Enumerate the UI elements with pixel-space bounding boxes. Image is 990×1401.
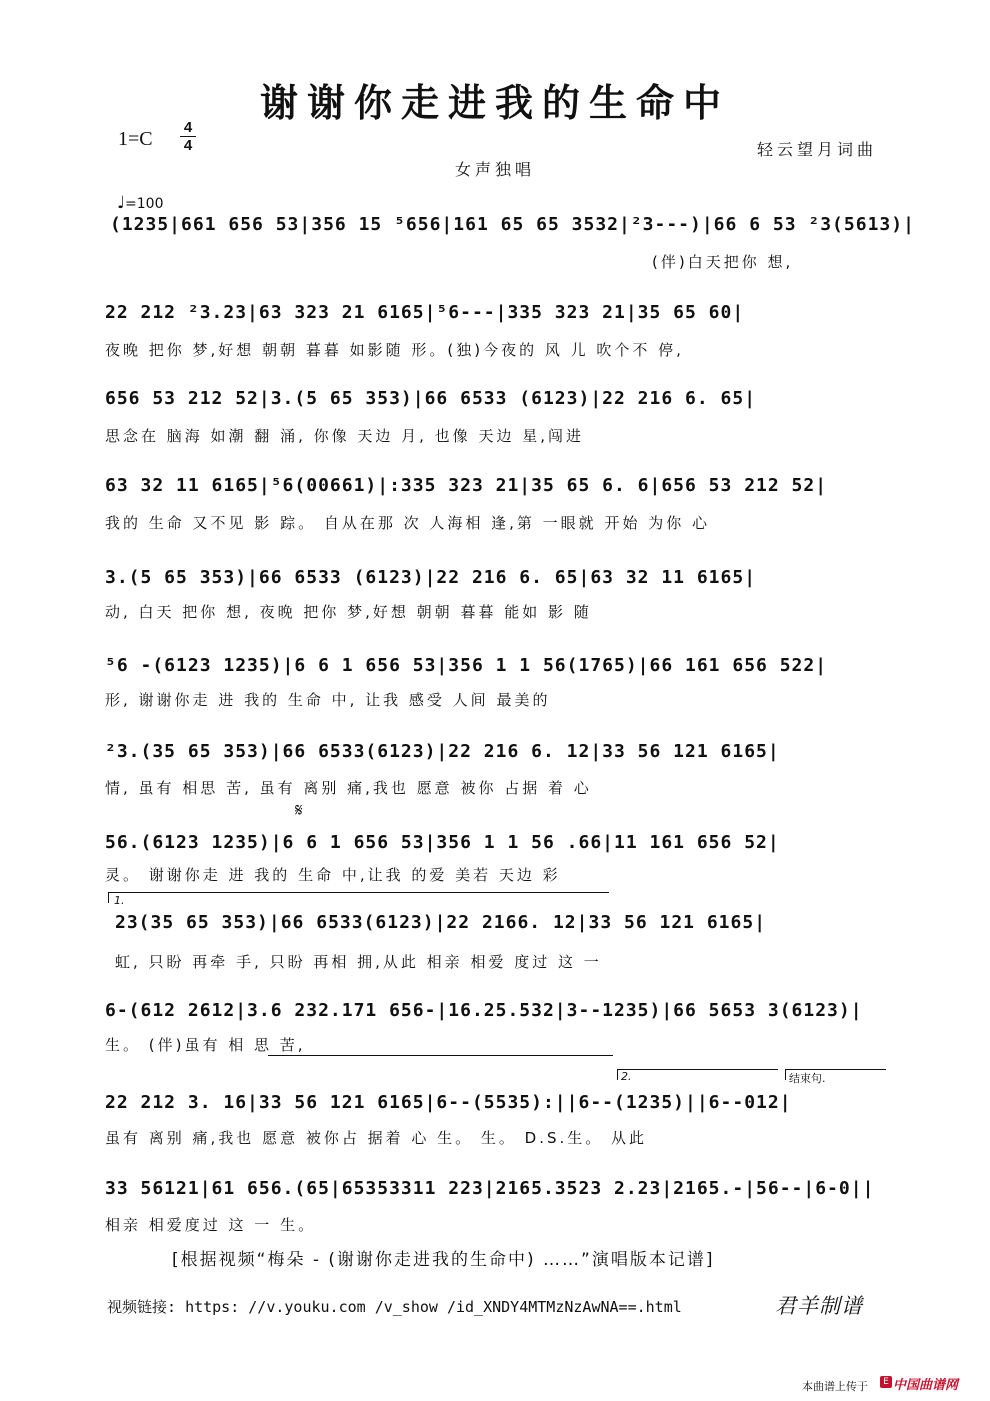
score-row-10-notes: 6-(612 2612|3.6 232.171 656-|16.25.532|3--1235)|66 5653 3(6123)| xyxy=(105,1000,863,1021)
volta-1-bracket xyxy=(108,892,609,903)
score-row-9-lyrics: 虹, 只盼 再牵 手, 只盼 再相 拥,从此 相亲 相爱 度过 这 一 xyxy=(115,953,602,971)
meter-bottom: 4 xyxy=(183,137,193,154)
site-logo[interactable]: 中国曲谱网 xyxy=(893,1378,959,1393)
volta-2-label: 2. xyxy=(621,1070,632,1083)
video-link-row xyxy=(107,1296,682,1317)
score-row-8-notes: 56.(6123 1235)|6 6 1 656 53|356 1 1 56 .66|11 161 656 52| xyxy=(105,832,780,853)
score-row-7-lyrics: 情, 虽有 相思 苦, 虽有 离别 痛,我也 愿意 被你 占据 着 心 xyxy=(105,779,592,797)
score-row-5-notes: 3.(5 65 353)|66 6533 (6123)|22 216 6. 65|63 32 11 6165| xyxy=(105,567,757,588)
transcriber-signature: 君羊制谱 xyxy=(775,1294,863,1318)
tempo-marking xyxy=(117,193,163,213)
source-note: [根据视频“梅朵 - (谢谢你走进我的生命中) ……”演唱版本记谱] xyxy=(172,1250,715,1270)
score-row-6-notes: ⁵6 -(6123 1235)|6 6 1 656 53|356 1 1 56(1765)|66 161 656 522| xyxy=(105,655,828,676)
score-row-2-lyrics: 夜晚 把你 梦,好想 朝朝 暮暮 如影随 形。(独)今夜的 风 儿 吹个不 停, xyxy=(105,341,684,359)
volta-2-bracket xyxy=(617,1069,778,1080)
meter-top: 4 xyxy=(183,119,193,136)
score-row-2-notes: 22 212 ²3.23|63 323 21 6165|⁵6---|335 323 21|35 65 60| xyxy=(105,302,745,323)
score-row-3-notes: 656 53 212 52|3.(5 65 353)|66 6533 (6123)|22 216 6. 65| xyxy=(105,388,757,409)
segno-icon: 𝄋 xyxy=(295,800,303,821)
time-signature xyxy=(180,120,196,153)
quarter-note-icon: ♩ xyxy=(117,193,126,213)
score-row-4-notes: 63 32 11 6165|⁵6(00661)|:335 323 21|35 65 6. 6|656 53 212 52| xyxy=(105,475,828,496)
score-row-10-lyrics: 生。 (伴)虽有 相 思 苦, xyxy=(105,1036,306,1054)
ending-label: 结束句. xyxy=(789,1072,826,1085)
score-row-6-lyrics: 形, 谢谢你走 进 我的 生命 中, 让我 感受 人间 最美的 xyxy=(105,691,551,709)
score-row-11-lyrics: 虽有 离别 痛,我也 愿意 被你占 据着 心 生。 生。 D.S.生。 从此 xyxy=(105,1129,648,1147)
score-row-4-lyrics: 我的 生命 又不见 影 踪。 自从在那 次 人海相 逢,第 一眼就 开始 为你 心 xyxy=(105,514,710,532)
author-credit: 轻云望月词曲 xyxy=(757,140,878,159)
site-logo-icon: E xyxy=(880,1376,892,1388)
score-row-9-notes: 23(35 65 353)|66 6533(6123)|22 2166. 12|33 56 121 6165| xyxy=(115,912,767,933)
volta-bracket-line xyxy=(268,1055,613,1056)
score-row-3-lyrics: 思念在 脑海 如潮 翻 涌, 你像 天边 月, 也像 天边 星,闯进 xyxy=(105,427,584,445)
video-link[interactable]: https: //v.youku.com /v_show /id_XNDY4MTMzNzAwNA==.html xyxy=(185,1298,682,1316)
score-row-1-notes: (1235|661 656 53|356 15 ⁵656|161 65 65 3532|²3---)|66 6 53 ²3(5613)| xyxy=(110,214,915,235)
score-row-7-notes: ²3.(35 65 353)|66 6533(6123)|22 216 6. 12|33 56 121 6165| xyxy=(105,741,780,762)
key-signature: 1=C xyxy=(118,128,153,150)
score-row-5-lyrics: 动, 白天 把你 想, 夜晚 把你 梦,好想 朝朝 暮暮 能如 影 随 xyxy=(105,603,592,621)
score-row-12-notes: 33 56121|61 656.(65|65353311 223|2165.3523 2.23|2165.-|56--|6-0|| xyxy=(105,1178,875,1199)
video-link-label: 视频链接: xyxy=(107,1298,177,1316)
score-row-12-lyrics: 相亲 相爱度过 这 一 生。 xyxy=(105,1216,317,1234)
performance-type: 女声独唱 xyxy=(455,160,536,179)
score-row-1-lyrics: (伴)白天把你 想, xyxy=(652,253,794,271)
score-row-11-notes: 22 212 3. 16|33 56 121 6165|6--(5535):||6--(1235)||6--012| xyxy=(105,1092,792,1113)
page-title: 谢谢你走进我的生命中 xyxy=(259,80,730,125)
tempo-value: =100 xyxy=(125,196,164,212)
upload-label: 本曲谱上传于 xyxy=(802,1380,868,1393)
volta-1-label: 1. xyxy=(114,894,125,907)
score-row-8-lyrics: 灵。 谢谢你走 进 我的 生命 中,让我 的爱 美若 天边 彩 xyxy=(105,866,561,884)
